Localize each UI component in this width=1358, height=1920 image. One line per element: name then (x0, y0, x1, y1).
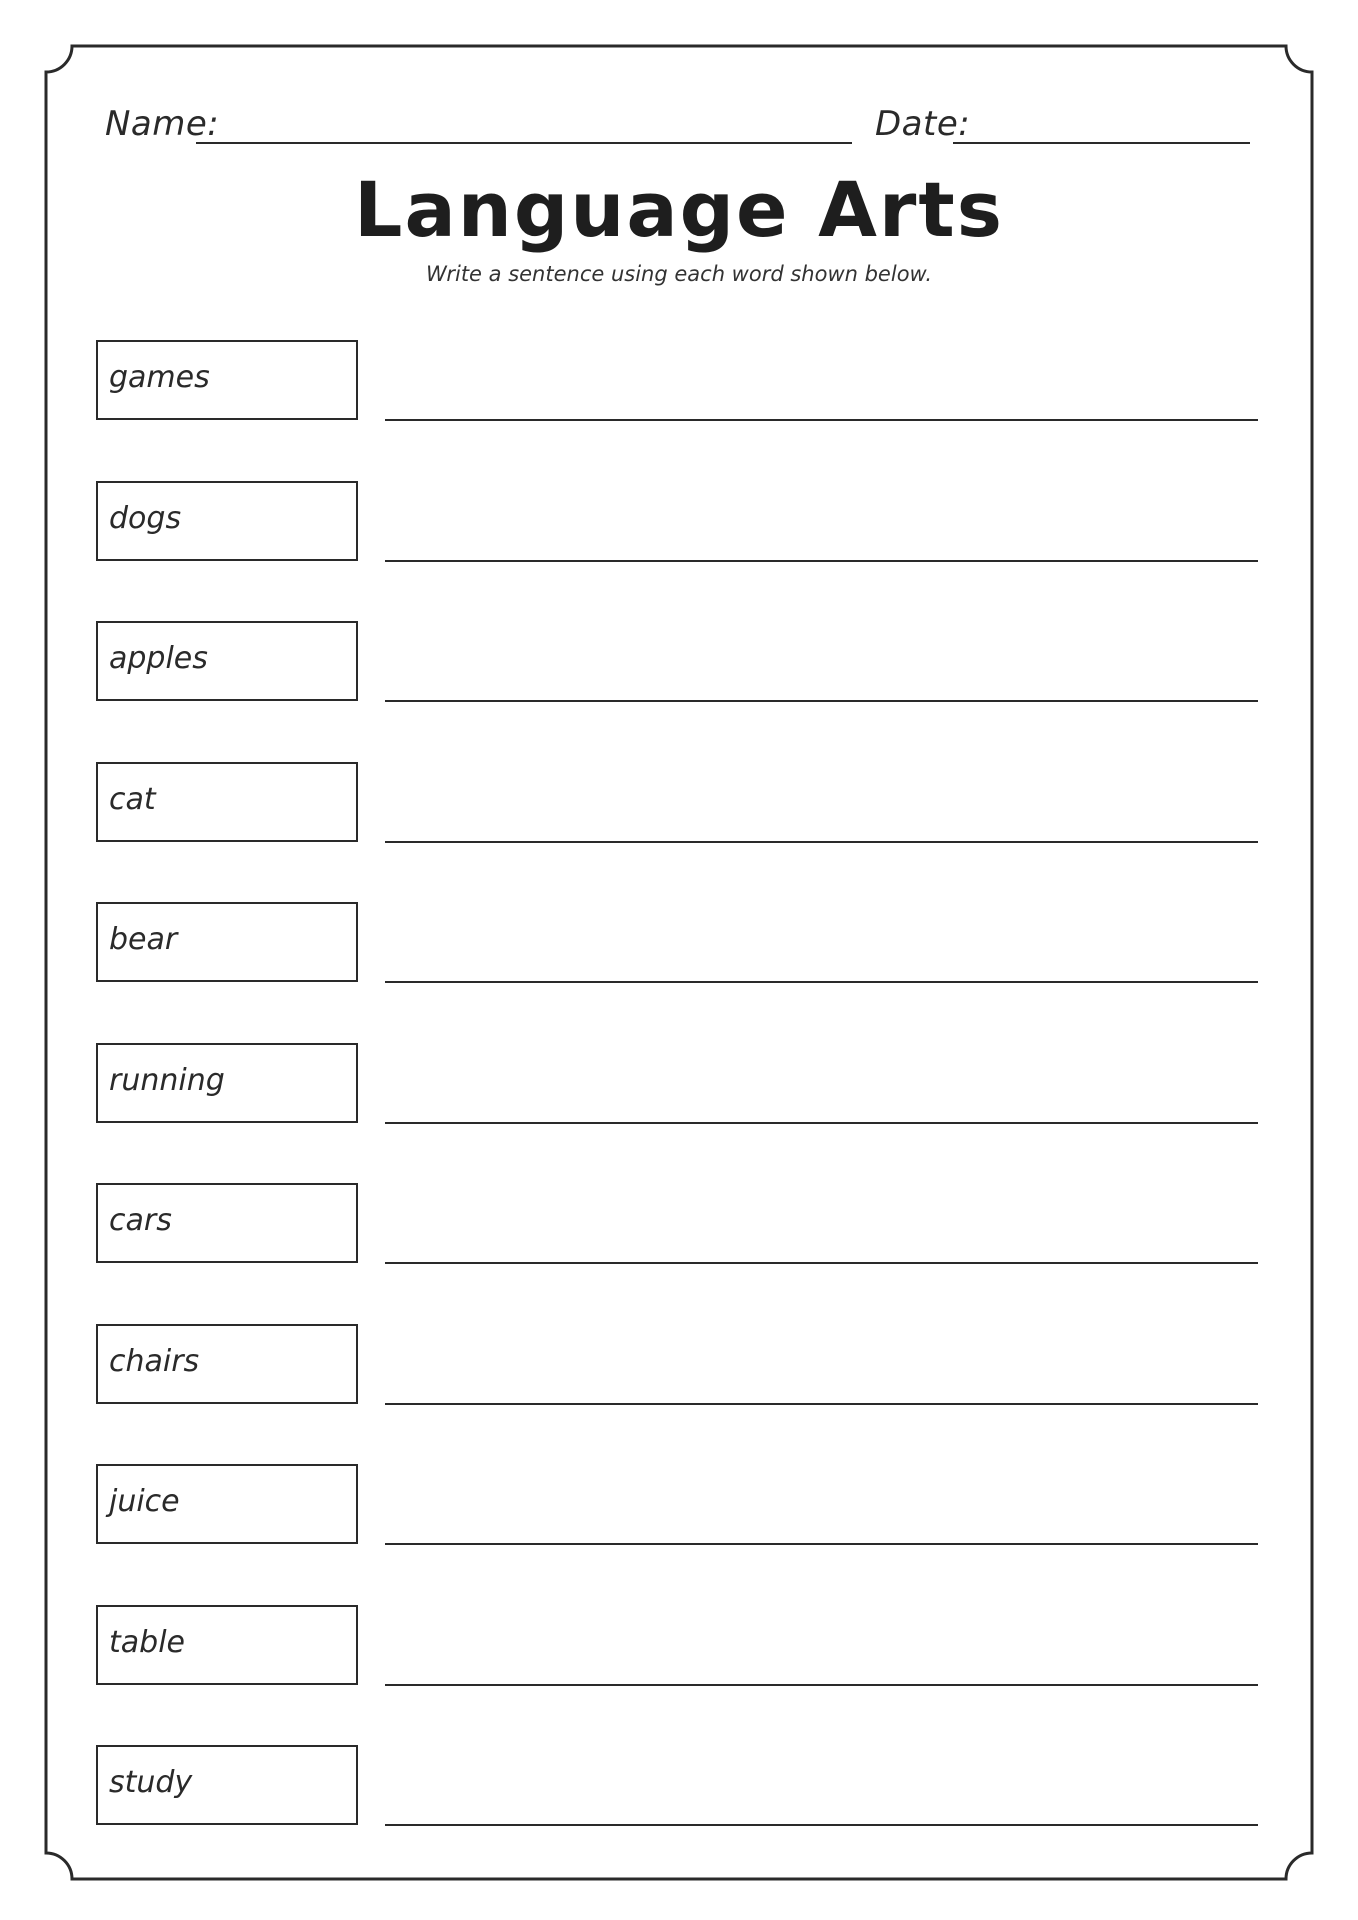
word-row (96, 1464, 1262, 1546)
word-label: study (109, 1765, 193, 1800)
name-label: Name: (105, 104, 220, 144)
word-box (96, 481, 358, 561)
sentence-line[interactable] (385, 1262, 1258, 1264)
word-row (96, 1183, 1262, 1265)
word-row (96, 1745, 1262, 1827)
word-row (96, 1324, 1262, 1406)
instructions: Write a sentence using each word shown below. (425, 262, 933, 286)
header-fields (105, 100, 1255, 150)
word-label: games (109, 360, 210, 395)
word-row (96, 902, 1262, 984)
word-label: cat (109, 781, 156, 817)
word-row (96, 762, 1262, 844)
sentence-line[interactable] (385, 560, 1258, 562)
word-box (96, 902, 358, 982)
sentence-line[interactable] (385, 419, 1258, 421)
sentence-line[interactable] (385, 841, 1258, 843)
word-row (96, 621, 1262, 703)
word-label: chairs (109, 1343, 200, 1379)
date-line[interactable] (953, 142, 1250, 144)
word-label: running (109, 1062, 225, 1098)
sentence-line[interactable] (385, 1684, 1258, 1686)
sentence-line[interactable] (385, 981, 1258, 983)
sentence-line[interactable] (385, 1122, 1258, 1124)
sentence-line[interactable] (385, 1403, 1258, 1405)
sentence-line[interactable] (385, 700, 1258, 702)
word-box (96, 1183, 358, 1263)
word-box (96, 762, 358, 842)
word-row (96, 1043, 1262, 1125)
date-label: Date: (875, 104, 971, 144)
page-title: Language Arts (354, 165, 1004, 254)
word-box (96, 621, 358, 701)
sentence-line[interactable] (385, 1543, 1258, 1545)
word-label: table (109, 1624, 185, 1660)
word-box (96, 1324, 358, 1404)
word-label: juice (109, 1484, 180, 1519)
name-line[interactable] (196, 142, 852, 144)
word-box (96, 1745, 358, 1825)
word-box (96, 1464, 358, 1544)
word-row (96, 481, 1262, 563)
word-row (96, 340, 1262, 422)
word-box (96, 340, 358, 420)
word-label: bear (109, 922, 178, 957)
word-row (96, 1605, 1262, 1687)
word-label: apples (109, 641, 208, 676)
word-label: cars (109, 1203, 172, 1238)
word-box (96, 1605, 358, 1685)
word-label: dogs (109, 500, 182, 536)
sentence-line[interactable] (385, 1824, 1258, 1826)
word-box (96, 1043, 358, 1123)
